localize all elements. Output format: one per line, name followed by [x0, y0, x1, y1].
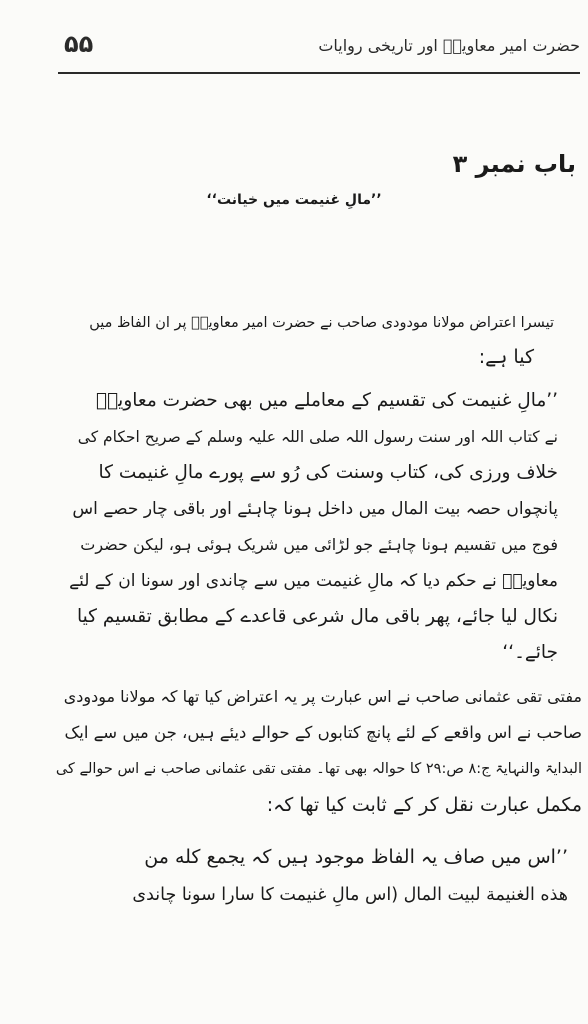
quote-line: فوج میں تقسیم ہونا چاہئے جو لڑائی میں شریک ہوئی ہو، لیکن حضرت [80, 535, 558, 554]
quote-line: نے کتاب اللہ اور سنت رسول اللہ صلی اللہ علیہ وسلم کے صریح احکام کی [77, 428, 558, 446]
quote-block [68, 384, 558, 674]
citation-line: هذه الغنيمة لبيت المال (اس مالِ غنیمت کا سارا سونا چاندی [132, 885, 568, 905]
page-number: ۵۵ [64, 30, 94, 58]
paragraph-line: البدایۃ والنہایۃ ج:۸ ص:۲۹ کا حوالہ بھی تھا۔ مفتی تقی عثمانی صاحب نے اس حوالے کی [55, 761, 582, 777]
intro-line: تیسرا اعتراض مولانا مودودی صاحب نے حضرت امیر معاویہؓ پر ان الفاظ میں [89, 315, 554, 331]
paragraph-line: مفتی تقی عثمانی صاحب نے اس عبارت پر یہ اعتراض کیا تھا کہ مولانا مودودی [63, 687, 582, 706]
citation-quote [128, 840, 568, 920]
quote-line: جائے۔‘‘ [502, 642, 558, 663]
quote-line: پانچواں حصہ بیت المال میں داخل ہونا چاہئے اور باقی چار حصے اس [72, 499, 558, 519]
chapter-label: باب نمبر ۳ [452, 150, 576, 178]
quote-line: ’’مالِ غنیمت کی تقسیم کے معاملے میں بھی حضرت معاویہؓ [95, 390, 558, 411]
running-title: حضرت امیر معاویہؓ اور تاریخی روایات [318, 36, 580, 55]
quote-line: خلاف ورزی کی، کتاب وسنت کی رُو سے پورے مالِ غنیمت کا [98, 462, 558, 483]
paragraph-line: مکمل عبارت نقل کر کے ثابت کیا تھا کہ: [266, 794, 582, 816]
intro-line: کیا ہے: [478, 346, 534, 368]
quote-line: نکال لیا جائے، پھر باقی مال شرعی قاعدے کے مطابق تقسیم کیا [76, 606, 558, 627]
chapter-title: ’’مالِ غنیمت میں خیانت‘‘ [206, 192, 382, 208]
main-paragraph [52, 680, 582, 830]
page-header [58, 28, 580, 68]
paragraph-line: صاحب نے اس واقعے کے لئے پانچ کتابوں کے حوالے دیئے ہیں، جن میں سے ایک [64, 723, 582, 742]
header-rule [58, 72, 580, 74]
citation-line: ’’اس میں صاف یہ الفاظ موجود ہیں کہ يجمع كله من [144, 846, 568, 868]
quote-line: معاویہؓ نے حکم دیا کہ مالِ غنیمت میں سے چاندی اور سونا ان کے لئے [69, 571, 558, 591]
intro-paragraph [56, 306, 554, 376]
